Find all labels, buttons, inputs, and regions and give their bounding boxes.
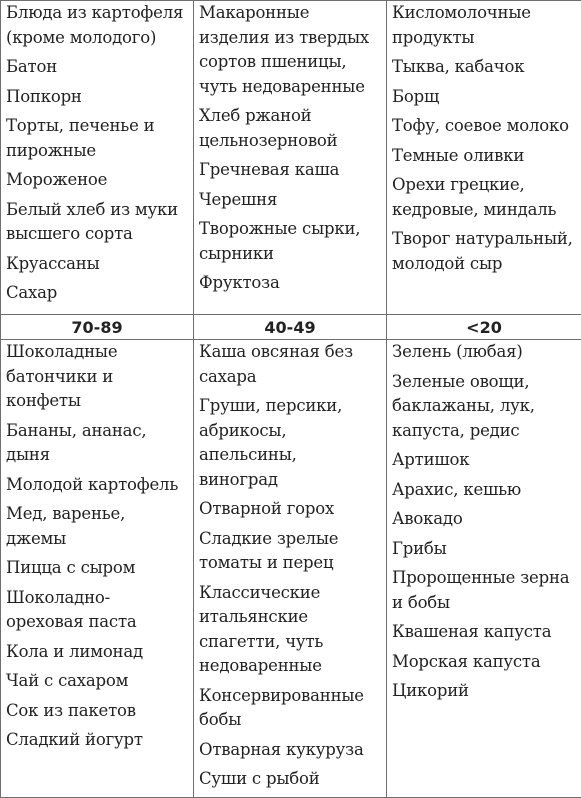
column-cell [1, 340, 194, 798]
food-item: Орехи грецкие, кедровые, миндаль [392, 173, 575, 222]
food-item: Морская капуста [392, 650, 575, 675]
food-item: Фруктоза [199, 271, 380, 296]
food-item: Творог натуральный, молодой сыр [392, 227, 575, 276]
food-item: Сок из пакетов [6, 699, 187, 724]
food-item: Молодой картофель [6, 473, 187, 498]
column-cell [194, 1, 387, 315]
food-item: Суши с рыбой [199, 767, 380, 792]
food-item: Пицца с сыром [6, 556, 187, 581]
food-item: Зеленые овощи, баклажаны, лук, капуста, редис [392, 370, 575, 444]
food-item: Кисломолочные продукты [392, 1, 575, 50]
food-item: Тофу, соевое молоко [392, 114, 575, 139]
table-row-top [1, 1, 581, 315]
food-item: Сладкие зрелые томаты и перец [199, 527, 380, 576]
food-item: Белый хлеб из муки высшего сорта [6, 198, 187, 247]
food-item: Артишок [392, 448, 575, 473]
food-item: Сахар [6, 281, 187, 306]
food-item: Каша овсяная без сахара [199, 340, 380, 389]
food-item: Мед, варенье, джемы [6, 502, 187, 551]
food-item: Кола и лимонад [6, 640, 187, 665]
food-item: Груши, персики, абрикосы, апельсины, виноград [199, 394, 380, 492]
food-item: Черешня [199, 188, 380, 213]
food-item: Классические итальянские спагетти, чуть недоваренные [199, 581, 380, 679]
food-item: Консервированные бобы [199, 684, 380, 733]
gi-range-header: 70-89 [1, 315, 194, 340]
food-item: Хлеб ржаной цельнозерновой [199, 104, 380, 153]
food-item: Блюда из картофеля (кроме молодого) [6, 1, 187, 50]
food-item: Попкорн [6, 85, 187, 110]
food-item: Отварной горох [199, 497, 380, 522]
column-cell [387, 1, 581, 315]
food-item: Тыква, кабачок [392, 55, 575, 80]
food-item: Сладкий йогурт [6, 728, 187, 753]
food-item: Мороженое [6, 168, 187, 193]
food-item: Грибы [392, 537, 575, 562]
food-item: Круассаны [6, 252, 187, 277]
food-item: Гречневая каша [199, 158, 380, 183]
food-item: Творожные сырки, сырники [199, 217, 380, 266]
food-item: Батон [6, 55, 187, 80]
food-item: Чай с сахаром [6, 669, 187, 694]
column-cell [387, 340, 581, 798]
food-item: Шоколадные батончики и конфеты [6, 340, 187, 414]
food-item: Квашеная капуста [392, 620, 575, 645]
food-item: Борщ [392, 85, 575, 110]
food-item: Арахис, кешью [392, 478, 575, 503]
food-item: Отварная кукуруза [199, 738, 380, 763]
food-item: Цикорий [392, 679, 575, 704]
table-row-bottom [1, 340, 581, 798]
food-item: Шоколадно-ореховая паста [6, 586, 187, 635]
gi-range-header: 40-49 [194, 315, 387, 340]
gi-range-header: <20 [387, 315, 581, 340]
column-cell [194, 340, 387, 798]
food-item: Бананы, ананас, дыня [6, 419, 187, 468]
food-item: Торты, печенье и пирожные [6, 114, 187, 163]
column-cell [1, 1, 194, 315]
food-item: Макаронные изделия из твердых сортов пшеницы, чуть недоваренные [199, 1, 380, 99]
food-item: Авокадо [392, 507, 575, 532]
food-item: Зелень (любая) [392, 340, 575, 365]
table-row-header [1, 315, 581, 340]
food-item: Темные оливки [392, 144, 575, 169]
food-item: Пророщенные зерна и бобы [392, 566, 575, 615]
